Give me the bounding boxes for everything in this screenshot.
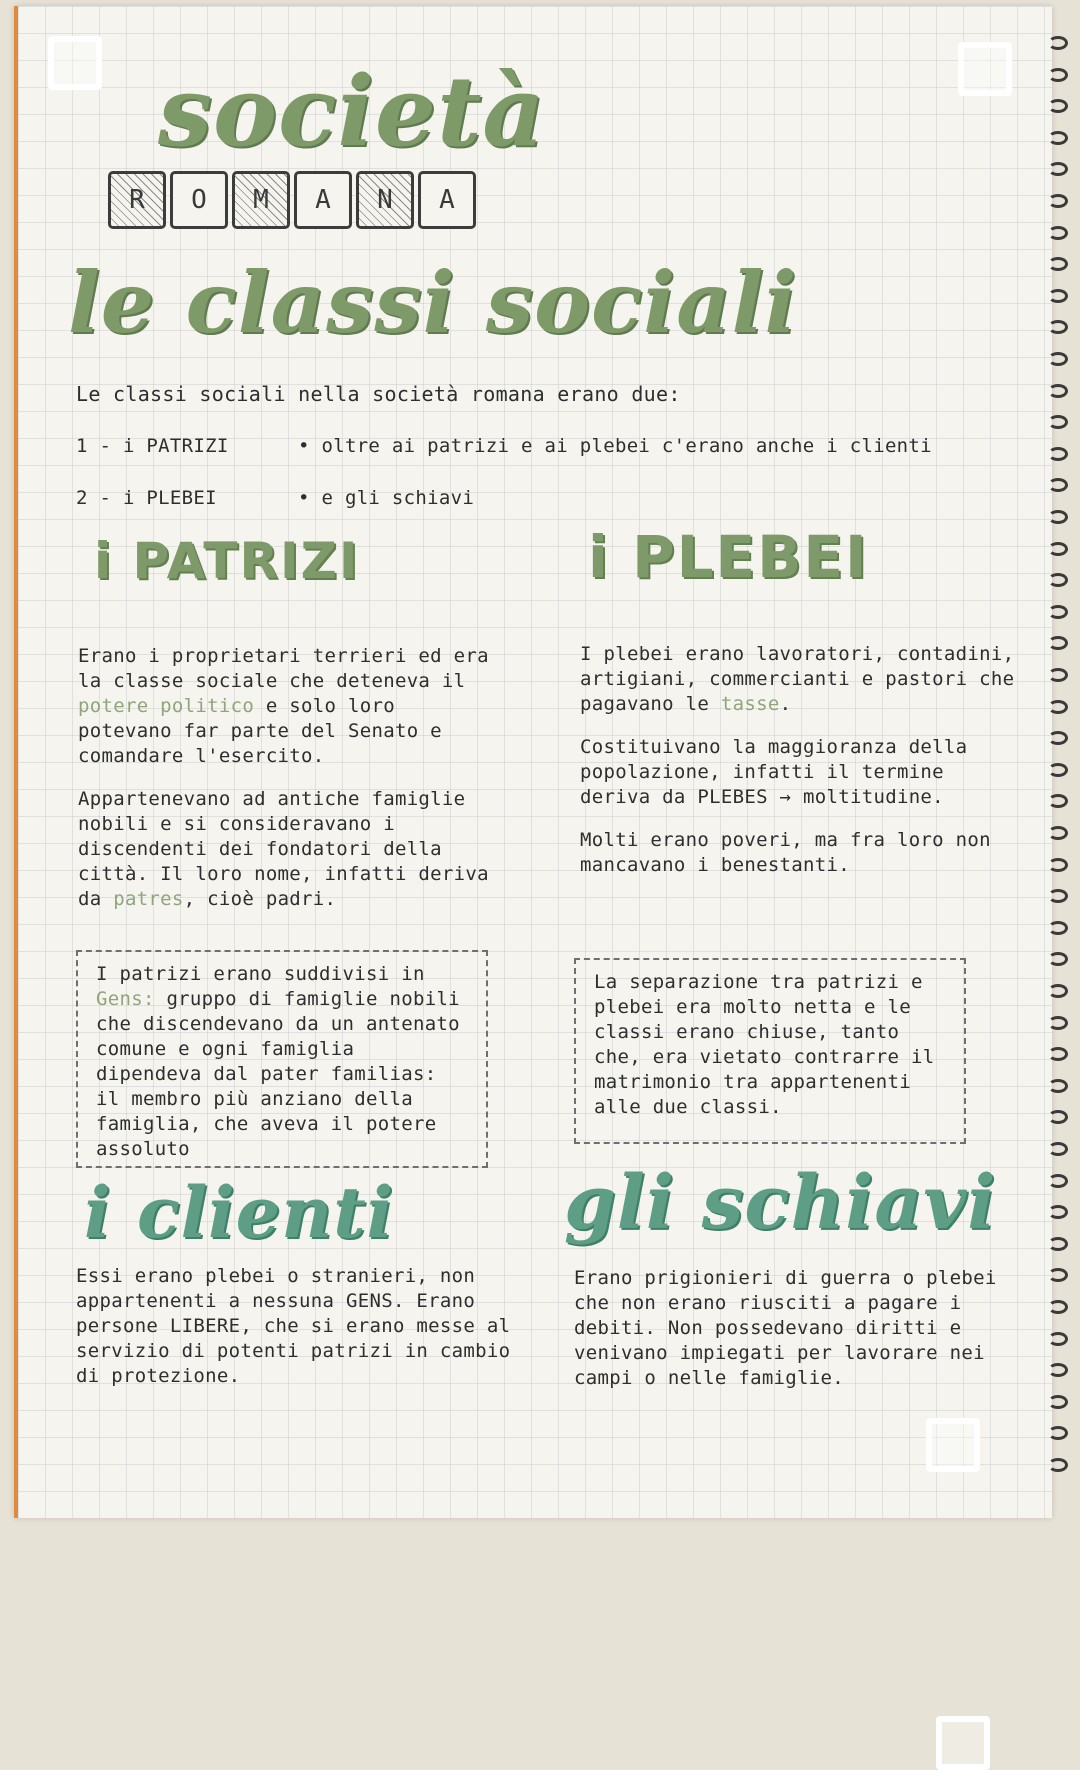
spiral-ring bbox=[1048, 952, 1068, 966]
heading-plebei: i PLEBEI bbox=[588, 523, 869, 591]
spiral-ring bbox=[1048, 889, 1068, 903]
spiral-ring bbox=[1048, 763, 1068, 777]
spiral-ring bbox=[1048, 36, 1068, 50]
spiral-ring bbox=[1048, 731, 1068, 745]
heading-clienti: i clienti bbox=[84, 1171, 395, 1254]
spiral-ring bbox=[1048, 605, 1068, 619]
patres-highlight: patres bbox=[113, 888, 184, 910]
spiral-ring bbox=[1048, 478, 1068, 492]
spiral-ring bbox=[1048, 352, 1068, 366]
letter-tile: O bbox=[170, 171, 228, 229]
spiral-ring bbox=[1048, 700, 1068, 714]
spiral-binding bbox=[1048, 36, 1072, 1496]
title-classi-sociali: le classi sociali bbox=[68, 253, 798, 352]
spiral-ring bbox=[1048, 1174, 1068, 1188]
notebook-page bbox=[14, 6, 1052, 1518]
spiral-ring bbox=[1048, 1142, 1068, 1156]
tasse-highlight: tasse bbox=[720, 693, 780, 715]
intro-item-plebei: 2 - i PLEBEI bbox=[76, 487, 217, 509]
watermark-logo-icon bbox=[958, 42, 1012, 96]
letter-tile: R bbox=[108, 171, 166, 229]
spiral-ring bbox=[1048, 1237, 1068, 1251]
spiral-ring bbox=[1048, 1458, 1068, 1472]
watermark-logo-icon bbox=[936, 1716, 990, 1770]
letter-tile: N bbox=[356, 171, 414, 229]
intro-item-patrizi: 1 - i PATRIZI bbox=[76, 435, 229, 457]
spiral-ring bbox=[1048, 415, 1068, 429]
intro-note-schiavi: • e gli schiavi bbox=[298, 487, 475, 509]
clienti-text: Essi erano plebei o stranieri, non appartenenti a nessuna GENS. Erano persone LIBERE, che si erano messe al servizio di potenti patrizi in cambio di protezione. bbox=[76, 1265, 511, 1387]
spiral-ring bbox=[1048, 1205, 1068, 1219]
plebei-paragraph-1: I plebei erano lavoratori, contadini, artigiani, commercianti e pastori che pagavano le tasse. bbox=[580, 643, 1015, 715]
spiral-ring bbox=[1048, 668, 1068, 682]
spiral-ring bbox=[1048, 858, 1068, 872]
patrizi-paragraph-2: Appartenevano ad antiche famiglie nobili e si consideravano i discendenti dei fondatori della città. Il loro nome, infatti deriva da patres, cioè padri. bbox=[78, 788, 489, 910]
watermark-logo-icon bbox=[926, 1418, 980, 1472]
spiral-ring bbox=[1048, 289, 1068, 303]
intro-note-clienti: • oltre ai patrizi e ai plebei c'erano anche i clienti bbox=[298, 435, 932, 457]
spiral-ring bbox=[1048, 984, 1068, 998]
intro-sentence: Le classi sociali nella società romana erano due: bbox=[76, 382, 681, 406]
spiral-ring bbox=[1048, 636, 1068, 650]
spiral-ring bbox=[1048, 320, 1068, 334]
spiral-ring bbox=[1048, 921, 1068, 935]
spiral-ring bbox=[1048, 162, 1068, 176]
spiral-ring bbox=[1048, 1363, 1068, 1377]
watermark-logo-icon bbox=[48, 36, 102, 90]
spiral-ring bbox=[1048, 573, 1068, 587]
heading-schiavi: gli schiavi bbox=[564, 1160, 997, 1246]
romana-letter-tiles bbox=[108, 171, 476, 229]
patrizi-gens-box: I patrizi erano suddivisi in Gens: gruppo di famiglie nobili che discendevano da un antenato comune e ogni famiglia dipendeva dal pater familias: il membro più anziano della famiglia, che aveva il potere assoluto bbox=[76, 950, 488, 1168]
spiral-ring bbox=[1048, 99, 1068, 113]
spiral-ring bbox=[1048, 226, 1068, 240]
spiral-ring bbox=[1048, 1300, 1068, 1314]
gens-highlight: Gens: bbox=[96, 988, 155, 1010]
title-societa: società bbox=[158, 55, 546, 168]
patrizi-paragraph-1: Erano i proprietari terrieri ed era la classe sociale che deteneva il potere politico e solo loro potevano far parte del Senato e comandare l'esercito. bbox=[78, 645, 489, 767]
plebei-paragraph-3: Molti erano poveri, ma fra loro non mancavano i benestanti. bbox=[580, 829, 991, 876]
schiavi-text: Erano prigionieri di guerra o plebei che non erano riusciti a pagare i debiti. Non possedevano diritti e venivano impiegati per lavorare nei campi o nelle famiglie. bbox=[574, 1267, 997, 1389]
spiral-ring bbox=[1048, 826, 1068, 840]
spiral-ring bbox=[1048, 194, 1068, 208]
heading-patrizi: i PATRIZI bbox=[94, 532, 360, 590]
spiral-ring bbox=[1048, 1079, 1068, 1093]
plebei-text bbox=[580, 642, 1020, 896]
spiral-ring bbox=[1048, 384, 1068, 398]
spiral-ring bbox=[1048, 1110, 1068, 1124]
patrizi-text bbox=[78, 644, 498, 930]
spiral-ring bbox=[1048, 510, 1068, 524]
spiral-ring bbox=[1048, 68, 1068, 82]
spiral-ring bbox=[1048, 542, 1068, 556]
letter-tile: M bbox=[232, 171, 290, 229]
potere-politico-highlight: potere politico bbox=[78, 695, 255, 717]
spiral-ring bbox=[1048, 1426, 1068, 1440]
letter-tile: A bbox=[418, 171, 476, 229]
spiral-ring bbox=[1048, 794, 1068, 808]
plebei-paragraph-2: Costituivano la maggioranza della popolazione, infatti il termine deriva da PLEBES → moltitudine. bbox=[580, 736, 968, 808]
spiral-ring bbox=[1048, 1332, 1068, 1346]
spiral-ring bbox=[1048, 131, 1068, 145]
spiral-ring bbox=[1048, 1016, 1068, 1030]
spiral-ring bbox=[1048, 257, 1068, 271]
plebei-separazione-box: La separazione tra patrizi e plebei era molto netta e le classi erano chiuse, tanto che, era vietato contrarre il matrimonio tra appartenenti alle due classi. bbox=[574, 958, 966, 1144]
spiral-ring bbox=[1048, 447, 1068, 461]
spiral-ring bbox=[1048, 1047, 1068, 1061]
spiral-ring bbox=[1048, 1395, 1068, 1409]
letter-tile: A bbox=[294, 171, 352, 229]
spiral-ring bbox=[1048, 1268, 1068, 1282]
